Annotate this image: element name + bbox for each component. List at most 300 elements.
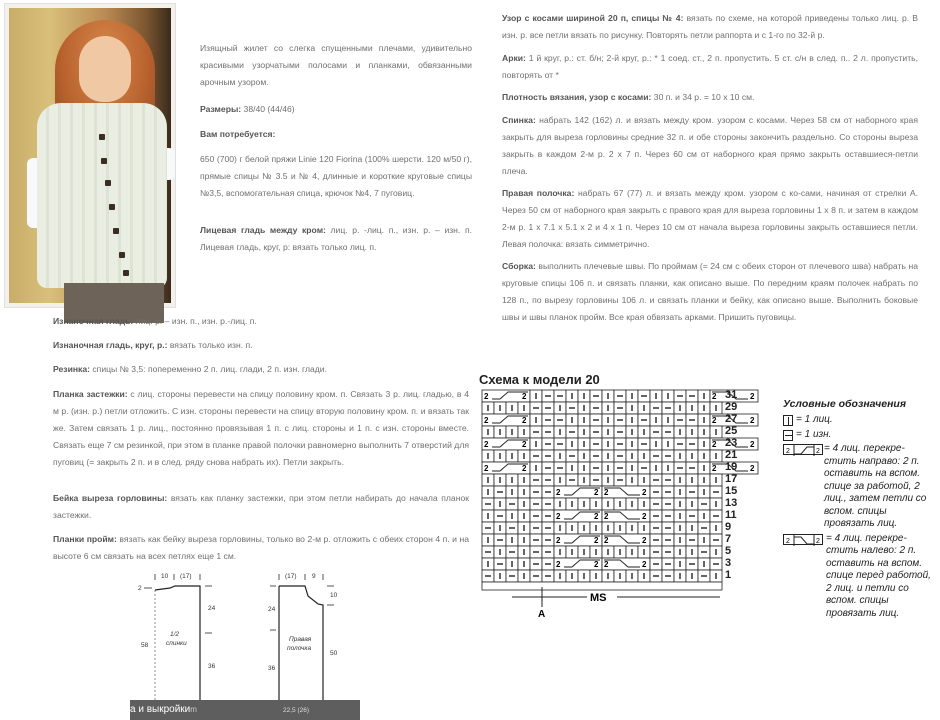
svg-text:2: 2 — [484, 392, 489, 401]
knit-cell — [638, 498, 650, 510]
purl-cell — [530, 450, 542, 462]
knit-cell — [482, 510, 494, 522]
section-text: вязать как планку застежки, при этом петли набирать до начала планок застежки. — [53, 493, 469, 520]
legend-item-cross-right — [783, 443, 933, 531]
section-assembly — [502, 258, 918, 326]
knit-cell — [674, 474, 686, 486]
purl-cell — [614, 390, 626, 402]
purl-cell — [590, 438, 602, 450]
svg-text:2: 2 — [642, 488, 647, 497]
knit-cell — [674, 402, 686, 414]
knit-cell — [614, 498, 626, 510]
knit-cell — [506, 486, 518, 498]
knit-cell — [494, 426, 506, 438]
caption-text: а и выкройки — [130, 704, 191, 715]
photo-face — [79, 36, 131, 102]
front-label: Правая — [289, 636, 312, 643]
purl-cell — [638, 390, 650, 402]
back-dim-left-total: 58 — [141, 642, 149, 649]
svg-text:2: 2 — [750, 464, 755, 473]
purl-cell — [686, 558, 698, 570]
knit-cell — [506, 450, 518, 462]
chart-row-label: 23 — [725, 437, 738, 449]
svg-text:2: 2 — [556, 536, 561, 545]
purl-cell — [650, 498, 662, 510]
svg-text:2: 2 — [484, 440, 489, 449]
section-text: набрать 142 (162) л. и вязать между кром. узором с косами. Через 58 см от наборного края закрыть для выреза горловины средние 32 п. и обе стороны закончить раздельно. Со стороны выреза закрыть в каждом 2-м р. 2 х 7 п. Через 60 см от наборного края прямо закрыть оставшиеся-петли плеча. — [502, 115, 918, 176]
section-label: Резинка: — [53, 364, 90, 374]
knit-cell — [626, 462, 638, 474]
knit-cell — [602, 474, 614, 486]
svg-text:2: 2 — [484, 464, 489, 473]
purl-cell — [530, 498, 542, 510]
knit-cell — [566, 546, 578, 558]
purl-cell — [686, 414, 698, 426]
purl-cell — [686, 390, 698, 402]
knit-cell — [686, 402, 698, 414]
section-label: Лицевая гладь между кром: — [200, 225, 326, 235]
purl-cell — [698, 522, 710, 534]
section-reverse-stockinette — [53, 313, 469, 330]
caption-suffix: m — [190, 705, 197, 714]
section-text: вязать по схеме, на которой приведены только лиц. р. В изн. р. все петли вязать по рисунку. Повторять петли раппорта и с 1-го по 32-й р. — [502, 13, 918, 40]
knit-cell — [674, 450, 686, 462]
section-neckband — [53, 490, 469, 524]
cable-cross-left-cell — [602, 486, 650, 498]
back-dim-right-lower: 36 — [208, 663, 216, 670]
garment-schematics — [130, 568, 370, 720]
front-dim-left-upper: 24 — [268, 606, 276, 613]
knit-cell — [638, 426, 650, 438]
legend-text: = 4 лиц. перекре-стить направо: 2 п. оставить на вспом. спице за работой, 2 лиц., затем петли со вспом. спицы провязать лиц. — [824, 443, 927, 529]
purl-cell — [686, 462, 698, 474]
purl-cell — [554, 438, 566, 450]
knit-cell — [554, 570, 566, 582]
purl-cell — [494, 486, 506, 498]
knit-cell — [602, 426, 614, 438]
purl-cell — [530, 510, 542, 522]
purl-cell — [674, 390, 686, 402]
knit-cell — [590, 522, 602, 534]
knit-cell — [626, 390, 638, 402]
knit-cell — [530, 414, 542, 426]
cable-cross-right-icon — [783, 444, 823, 455]
knit-cell — [626, 546, 638, 558]
svg-text:2: 2 — [556, 512, 561, 521]
knit-cell — [566, 498, 578, 510]
purl-cell — [482, 522, 494, 534]
knit-cell — [614, 546, 626, 558]
purl-cell — [554, 414, 566, 426]
purl-cell — [650, 474, 662, 486]
purl-cell — [590, 402, 602, 414]
knit-cell — [626, 402, 638, 414]
chart-row-label: 13 — [725, 497, 738, 509]
purl-cell — [650, 546, 662, 558]
front-dim-top-a: (17) — [285, 573, 297, 580]
purl-cell — [542, 570, 554, 582]
purl-cell — [542, 534, 554, 546]
front-dim-bottom: 22,5 (26) — [283, 707, 310, 714]
purl-cell — [566, 402, 578, 414]
purl-cell — [530, 546, 542, 558]
svg-text:2: 2 — [750, 440, 755, 449]
knit-cell — [662, 462, 674, 474]
knit-cell — [698, 402, 710, 414]
knit-cell — [626, 414, 638, 426]
svg-text:2: 2 — [604, 488, 609, 497]
purl-cell — [674, 414, 686, 426]
svg-text:2: 2 — [522, 464, 527, 473]
purl-cell — [530, 522, 542, 534]
purl-cell — [590, 474, 602, 486]
knit-cell — [698, 474, 710, 486]
materials-text: 650 (700) г белой пряжи Linie 120 Fiorina (100% шерсти. 120 м/50 г), прямые спицы № 3.5 и № 4, длинные и короткие круговые спицы №3,5, вспомогательная спица, крючок №4, 7 пуговиц. — [200, 154, 472, 198]
purl-cell — [482, 570, 494, 582]
knit-cell — [482, 558, 494, 570]
cable-cross-right-cell — [482, 414, 530, 426]
knit-cell — [626, 474, 638, 486]
purl-cell — [614, 426, 626, 438]
purl-cell — [542, 522, 554, 534]
sizes — [200, 101, 472, 118]
knit-cell — [662, 438, 674, 450]
knit-cell — [554, 402, 566, 414]
purl-cell — [662, 498, 674, 510]
knit-cell — [590, 570, 602, 582]
back-dim-right-upper: 24 — [208, 605, 216, 612]
knit-cell — [614, 570, 626, 582]
purl-cell — [662, 450, 674, 462]
knit-cell — [578, 462, 590, 474]
knit-cell — [566, 522, 578, 534]
knit-cell — [602, 414, 614, 426]
knit-cell — [626, 450, 638, 462]
knit-cell — [674, 510, 686, 522]
knit-cell — [530, 390, 542, 402]
svg-text:2: 2 — [816, 537, 820, 545]
knit-cell — [566, 462, 578, 474]
knit-cell — [494, 402, 506, 414]
knit-cell — [494, 546, 506, 558]
back-label: спинки — [166, 640, 187, 647]
knit-cell — [518, 498, 530, 510]
chart-title: Схема к модели 20 — [479, 372, 600, 387]
cable-cross-left-cell — [602, 534, 650, 546]
purl-symbol-icon — [783, 430, 793, 441]
knit-cell — [590, 546, 602, 558]
schematic-caption — [130, 704, 197, 715]
section-label: Узор с косами шириной 20 п, спицы № 4: — [502, 13, 684, 23]
cable-cross-right-cell — [482, 462, 530, 474]
chart-bottom-strip — [482, 582, 722, 590]
section-label: Изнаночная гладь, круг, р.: — [53, 340, 168, 350]
svg-text:2: 2 — [712, 440, 717, 449]
front-dim-left-lower: 36 — [268, 665, 276, 672]
purl-cell — [590, 450, 602, 462]
knit-cell — [662, 414, 674, 426]
knit-cell — [578, 522, 590, 534]
purl-cell — [686, 486, 698, 498]
cable-cross-right-cell — [482, 390, 530, 402]
purl-cell — [542, 402, 554, 414]
svg-text:2: 2 — [594, 488, 599, 497]
svg-text:2: 2 — [522, 416, 527, 425]
section-label: Спинка: — [502, 115, 536, 125]
back-dim-top-a: 10 — [161, 573, 169, 580]
purl-cell — [530, 558, 542, 570]
purl-cell — [542, 474, 554, 486]
knit-cell — [530, 438, 542, 450]
legend-item-cross-left — [783, 533, 933, 621]
section-text: вязать как бейку выреза горловины, только во 2-м р. отложить с обеих сторон 4 п. и на высоте 6 см связать на всех петлях еще 1 см. — [53, 534, 469, 561]
purl-cell — [650, 558, 662, 570]
knit-cell — [614, 522, 626, 534]
knit-cell — [566, 390, 578, 402]
photo-scene — [9, 8, 171, 303]
purl-cell — [650, 486, 662, 498]
purl-cell — [662, 534, 674, 546]
purl-cell — [662, 570, 674, 582]
knit-cell — [710, 450, 722, 462]
knit-cell — [698, 390, 710, 402]
knit-cell — [602, 522, 614, 534]
materials-heading — [200, 126, 472, 143]
section-text: набрать 67 (77) л. и вязать между кром. узором с ко-сами, начиная от стрелки А. Через 50 см от наборного края закрыть с правого края для выреза горловины 1 х 8 п. и затем в каждом 2-м р. 1 х 7.1 х 5.1 х 2 и 4 х 1 п. Через 10 см от начала выреза горловины закрыть оставшиеся петли. Левая полочка: вязать симметрично. — [502, 188, 918, 249]
section-reverse-round — [53, 337, 469, 354]
section-armhole-bands — [53, 531, 469, 565]
chart-row-label: 25 — [725, 425, 738, 437]
knit-cell — [650, 414, 662, 426]
purl-cell — [662, 510, 674, 522]
knit-cell — [638, 546, 650, 558]
photo-vest — [37, 103, 167, 288]
knit-cell — [674, 486, 686, 498]
knit-cell — [578, 450, 590, 462]
chart-row-label: 27 — [725, 413, 738, 425]
arrow-a-label: A — [538, 609, 546, 620]
section-label: Правая полочка: — [502, 188, 575, 198]
purl-cell — [674, 462, 686, 474]
chart-row-label: 15 — [725, 485, 738, 497]
knit-cell — [518, 570, 530, 582]
knit-cell — [482, 402, 494, 414]
chart-row-label: 31 — [725, 389, 738, 401]
cable-cross-left-cell — [602, 510, 650, 522]
cable-cross-left-icon — [783, 534, 823, 545]
svg-text:2: 2 — [712, 464, 717, 473]
knit-cell — [698, 486, 710, 498]
knit-symbol-icon — [783, 415, 793, 426]
knit-cell — [578, 402, 590, 414]
purl-cell — [494, 534, 506, 546]
section-stockinette — [200, 222, 472, 256]
legend-item-knit — [783, 414, 933, 427]
purl-cell — [494, 558, 506, 570]
knit-cell — [650, 462, 662, 474]
knit-cell — [506, 510, 518, 522]
purl-cell — [542, 426, 554, 438]
knit-cell — [698, 414, 710, 426]
knit-cell — [698, 558, 710, 570]
back-dim-left-small: 2 — [138, 585, 142, 592]
svg-text:2: 2 — [750, 392, 755, 401]
cable-cross-right-cell — [554, 558, 602, 570]
purl-cell — [638, 438, 650, 450]
purl-cell — [542, 510, 554, 522]
knit-cell — [494, 570, 506, 582]
knit-cell — [626, 570, 638, 582]
purl-cell — [638, 414, 650, 426]
purl-cell — [710, 510, 722, 522]
purl-cell — [530, 426, 542, 438]
knit-cell — [494, 522, 506, 534]
purl-cell — [638, 462, 650, 474]
knit-cell — [650, 438, 662, 450]
front-dim-top-b: 9 — [312, 573, 316, 580]
purl-cell — [614, 450, 626, 462]
purl-cell — [662, 426, 674, 438]
knit-cell — [710, 426, 722, 438]
purl-cell — [662, 522, 674, 534]
purl-cell — [530, 486, 542, 498]
purl-cell — [698, 546, 710, 558]
knit-cell — [674, 498, 686, 510]
purl-cell — [482, 498, 494, 510]
legend-title: Условные обозначения — [783, 398, 907, 410]
knit-cell — [674, 534, 686, 546]
knit-cell — [710, 522, 722, 534]
back-label: 1/2 — [170, 631, 180, 638]
knit-cell — [578, 474, 590, 486]
knit-cell — [530, 462, 542, 474]
purl-cell — [614, 462, 626, 474]
purl-cell — [506, 546, 518, 558]
knit-cell — [554, 426, 566, 438]
purl-cell — [542, 462, 554, 474]
sizes-label: Размеры: — [200, 104, 242, 114]
knit-cell — [518, 474, 530, 486]
knit-cell — [698, 462, 710, 474]
section-label: Сборка: — [502, 261, 536, 271]
purl-cell — [542, 558, 554, 570]
purl-cell — [614, 474, 626, 486]
knit-cell — [518, 546, 530, 558]
section-label: Планка застежки: — [53, 389, 128, 399]
purl-cell — [530, 474, 542, 486]
knit-cell — [554, 498, 566, 510]
section-text: 30 п. и 34 р. = 10 х 10 см. — [651, 92, 755, 102]
purl-cell — [614, 402, 626, 414]
chart-row-label: 21 — [725, 449, 738, 461]
knit-cell — [602, 462, 614, 474]
knit-cell — [698, 426, 710, 438]
knit-cell — [578, 546, 590, 558]
svg-text:2: 2 — [604, 536, 609, 545]
chart-row-label: 9 — [725, 521, 732, 533]
svg-text:2: 2 — [712, 392, 717, 401]
purl-cell — [494, 510, 506, 522]
knit-cell — [506, 474, 518, 486]
knit-cell — [518, 522, 530, 534]
knit-cell — [710, 546, 722, 558]
purl-cell — [542, 546, 554, 558]
purl-cell — [614, 414, 626, 426]
purl-cell — [662, 546, 674, 558]
chart-legend — [783, 398, 933, 622]
sizes-value: 38/40 (44/46) — [241, 104, 295, 114]
knit-cell — [482, 426, 494, 438]
section-text: 1 й круг, р.: ст. б/н; 2-й круг, р.: * 1 соед. ст., 2 п. пропустить. 5 ст. с/н в след. п.. 2 л. пропустить, повторять от * — [502, 53, 918, 80]
purl-cell — [686, 510, 698, 522]
knit-cell — [602, 546, 614, 558]
knit-cell — [518, 534, 530, 546]
purl-cell — [662, 558, 674, 570]
svg-text:2: 2 — [642, 560, 647, 569]
knit-cell — [674, 522, 686, 534]
knit-cell — [518, 558, 530, 570]
purl-cell — [650, 426, 662, 438]
svg-text:2: 2 — [642, 536, 647, 545]
svg-text:2: 2 — [594, 536, 599, 545]
chart-row-label: 3 — [725, 557, 732, 569]
svg-text:2: 2 — [556, 560, 561, 569]
chart-row-label: 11 — [725, 509, 737, 521]
svg-text:2: 2 — [786, 448, 790, 455]
legend-text: = 1 лиц. — [796, 414, 833, 425]
vest-button — [123, 270, 129, 276]
purl-cell — [554, 462, 566, 474]
knit-cell — [578, 426, 590, 438]
knit-cell — [602, 498, 614, 510]
back-dim-top-b: (17) — [180, 573, 192, 580]
vest-button — [101, 158, 107, 164]
section-text: вязать только изн. п. — [167, 340, 253, 350]
chart-row-label: 17 — [725, 473, 738, 485]
knit-cell — [506, 558, 518, 570]
purl-cell — [482, 546, 494, 558]
purl-cell — [686, 438, 698, 450]
section-text: спицы № 3,5: попеременно 2 п. лиц. глади, 2 п. изн. глади. — [90, 364, 327, 374]
knit-cell — [602, 402, 614, 414]
purl-cell — [710, 486, 722, 498]
knit-cell — [482, 486, 494, 498]
purl-cell — [554, 390, 566, 402]
purl-cell — [566, 450, 578, 462]
knit-cell — [626, 522, 638, 534]
knit-cell — [554, 522, 566, 534]
knit-cell — [578, 414, 590, 426]
knit-cell — [578, 570, 590, 582]
knit-cell — [518, 402, 530, 414]
purl-cell — [590, 390, 602, 402]
knit-cell — [686, 474, 698, 486]
front-dim-right-lower: 50 — [330, 650, 338, 657]
knit-cell — [494, 450, 506, 462]
intro-text: Изящный жилет со слегка спущенными плечами, удивительно красивыми узорчатыми полосами и планками, обвязанными арочным узором. — [200, 43, 472, 87]
legend-item-purl — [783, 429, 933, 442]
knit-cell — [494, 474, 506, 486]
knit-cell — [686, 546, 698, 558]
purl-cell — [698, 570, 710, 582]
knit-cell — [710, 498, 722, 510]
purl-cell — [662, 486, 674, 498]
purl-cell — [542, 390, 554, 402]
knit-cell — [638, 474, 650, 486]
knit-cell — [554, 474, 566, 486]
knit-cell — [518, 426, 530, 438]
knit-cell — [554, 450, 566, 462]
